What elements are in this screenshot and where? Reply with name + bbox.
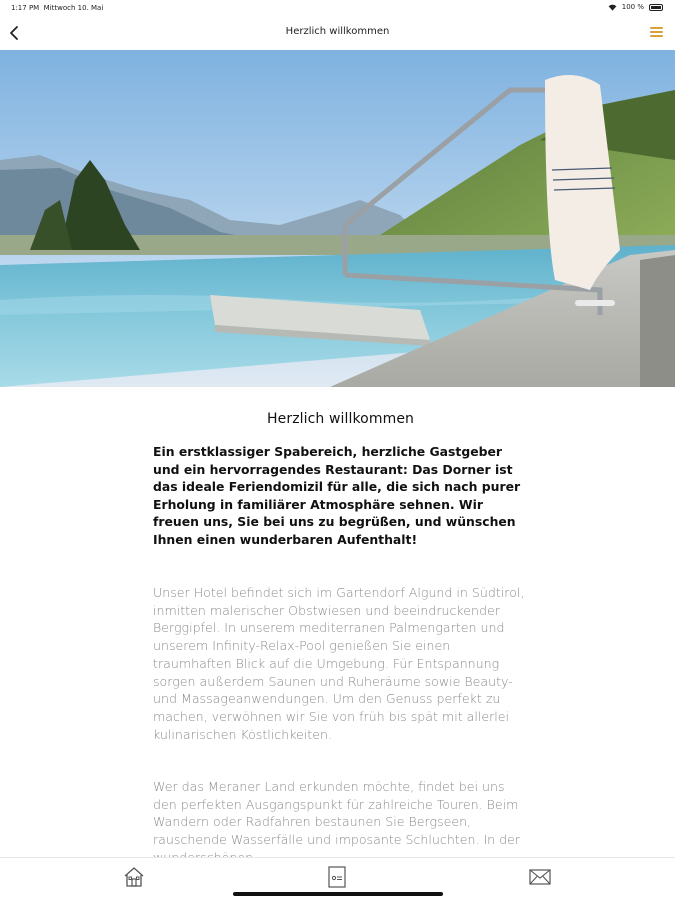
article-scroll-area[interactable] [0,387,675,857]
article-paragraph: Wer das Meraner Land erkunden möchte, findet bei uns den perfekten Ausgangspunkt für zahlreiche Touren. Beim Wandern oder Radfahren bestaunen Sie Bergseen, rauschende Wasserfälle und imposante Schluchten. In der [153,779,521,848]
hamburger-line [650,35,663,37]
tab-mail[interactable] [527,864,553,890]
article-paragraph: Unser Hotel befindet sich im Gartendorf Algund in Südtirol, inmitten malerischer Obstwiesen und beeindruckender Berggipfel. In unserem mediterranen Palmengarten und unserem Infinity-Relax-Pool genießen Sie einen traumhaften Blick auf die Umgebung. Für Entspannung sorgen außerdem Saunen und Ruheräume sowie Beauty- und Massageanwendungen. Um den Genuss perfekt zu machen, verwöhnen wir Sie von früh bis spät mit allerlei kulinarischen Köstlichkeiten. [153,585,525,742]
info-card-icon [326,865,348,889]
battery-icon [649,4,663,11]
status-time: 1:17 PM [11,4,40,12]
status-bar [0,0,675,16]
article-title: Herzlich willkommen [267,411,414,427]
hamburger-icon [650,27,663,29]
page-title: Herzlich willkommen [285,26,390,37]
article-intro: Ein erstklassiger Spabereich, herzliche Gastgeber und ein hervorragendes Restaurant: Das Dorner ist das ideale Feriendomizil für alle, die sich nach purer Erholung in familiärer Atmosphäre sehnen. Wir freuen uns, Sie bei uns zu begrüßen, und wünschen Ihnen einen wunderbaren Aufenthalt! [153,444,521,547]
status-indicators [608,3,663,11]
home-icon [123,866,145,888]
wifi-icon [608,4,617,11]
battery-percent: 100 % [621,3,644,11]
photo-infinity-pool [0,50,675,387]
navigation-bar [0,16,675,50]
status-time-date [11,4,103,12]
home-indicator [233,892,443,896]
tab-home[interactable] [121,864,147,890]
mail-icon [528,867,552,887]
menu-button[interactable] [649,25,665,39]
tab-info[interactable] [324,864,350,890]
hero-image [0,50,675,387]
hamburger-line [650,31,663,33]
status-date: Mittwoch 10. Mai [43,4,104,12]
